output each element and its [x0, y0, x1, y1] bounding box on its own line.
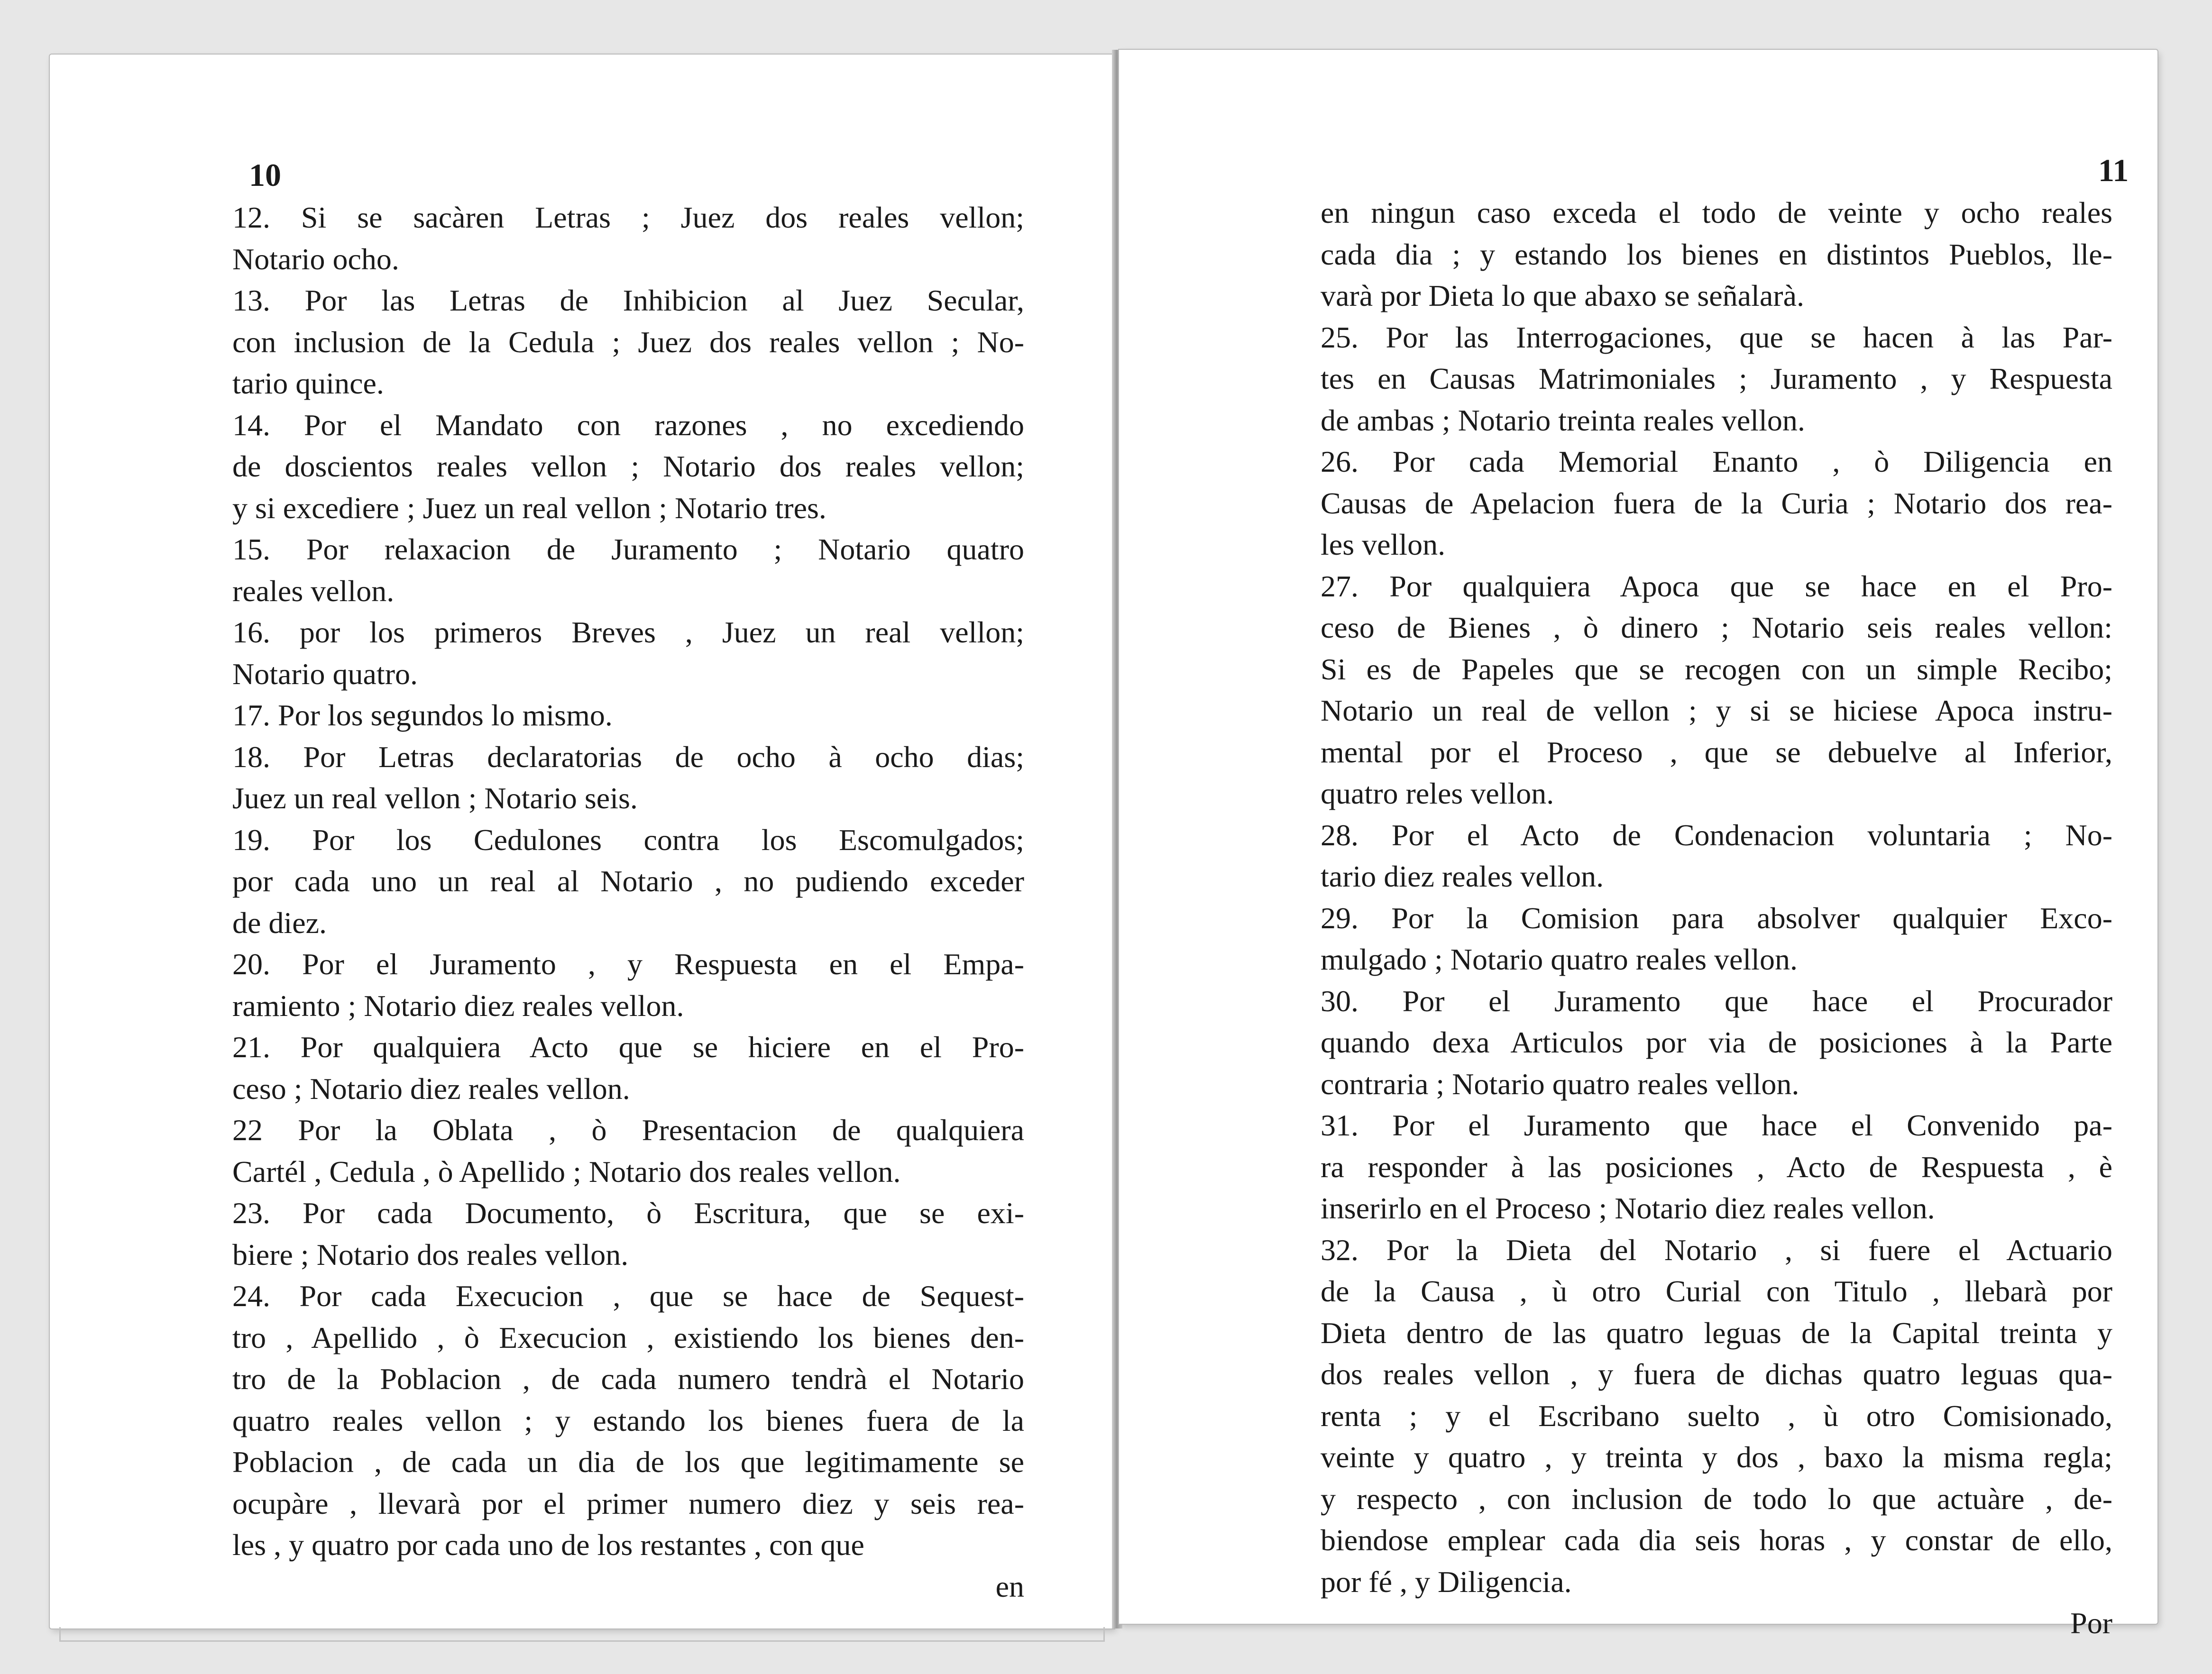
- text-line: varà por Dieta lo que abaxo se señalarà.: [1321, 279, 1804, 312]
- text-line: ra responder à las posiciones , Acto de Respuesta , è: [1321, 1150, 2112, 1184]
- text-line: 21. Por qualquiera Acto que se hiciere en el Pro-: [232, 1030, 1024, 1064]
- text-line: 26. Por cada Memorial Enanto , ò Diligencia en: [1321, 445, 2112, 478]
- text-line: les vellon.: [1321, 528, 1446, 561]
- text-line: mulgado ; Notario quatro reales vellon.: [1321, 942, 1798, 976]
- text-line: 32. Por la Dieta del Notario , si fuere el Actuario: [1321, 1233, 2112, 1267]
- text-line: renta ; y el Escribano suelto , ù otro Comisionado,: [1321, 1399, 2112, 1433]
- text-line: ocupàre , llevarà por el primer numero diez y seis rea-: [232, 1486, 1024, 1520]
- text-line: de la Causa , ù otro Curial con Titulo , llebarà por: [1321, 1274, 2112, 1308]
- open-book: [50, 45, 2160, 1638]
- text-line: quatro reles vellon.: [1321, 777, 1554, 810]
- text-line: veinte y quatro , y treinta y dos , baxo la misma regla;: [1321, 1440, 2112, 1474]
- right-page-number: 11: [2098, 152, 2129, 188]
- text-line: de doscientos reales vellon ; Notario dos reales vellon;: [232, 449, 1024, 483]
- text-line: quando dexa Articulos por via de posiciones à la Parte: [1321, 1025, 2112, 1059]
- text-line: biendose emplear cada dia seis horas , y constar de ello,: [1321, 1523, 2112, 1557]
- text-line: Notario ocho.: [232, 242, 399, 276]
- text-line: Notario quatro.: [232, 657, 418, 691]
- text-line: 27. Por qualquiera Apoca que se hace en el Pro-: [1321, 569, 2112, 603]
- left-page: [50, 55, 1114, 1628]
- text-line: 19. Por los Cedulones contra los Escomulgados;: [232, 823, 1024, 857]
- text-line: biere ; Notario dos reales vellon.: [232, 1237, 629, 1272]
- text-line: 14. Por el Mandato con razones , no excediendo: [232, 408, 1024, 442]
- text-line: de diez.: [232, 906, 327, 940]
- text-line: inserirlo en el Proceso ; Notario diez reales vellon.: [1321, 1191, 1935, 1225]
- text-line: ramiento ; Notario diez reales vellon.: [232, 988, 684, 1023]
- text-line: por cada uno un real al Notario , no pudiendo exceder: [232, 864, 1024, 898]
- text-line: Juez un real vellon ; Notario seis.: [232, 781, 638, 815]
- text-line: Si es de Papeles que se recogen con un simple Recibo;: [1321, 652, 2112, 686]
- text-line: les , y quatro por cada uno de los restantes , con que: [232, 1528, 864, 1562]
- text-line: en ningun caso exceda el todo de veinte y ocho reales: [1321, 196, 2112, 229]
- text-line: 25. Por las Interrogaciones, que se hacen à las Par-: [1321, 320, 2112, 354]
- text-line: ceso de Bienes , ò dinero ; Notario seis reales vellon:: [1321, 611, 2112, 644]
- text-line: Notario un real de vellon ; y si se hiciese Apoca instru-: [1321, 694, 2112, 727]
- text-line: tes en Causas Matrimoniales ; Juramento , y Respuesta: [1321, 362, 2112, 395]
- text-line: tro , Apellido , ò Execucion , existiendo los bienes den-: [232, 1320, 1024, 1354]
- text-line: tario diez reales vellon.: [1321, 860, 1604, 893]
- text-line: 17. Por los segundos lo mismo.: [232, 698, 613, 732]
- left-page-number: 10: [249, 157, 281, 193]
- text-line: tro de la Poblacion , de cada numero tendrà el Notario: [232, 1362, 1024, 1396]
- text-line: mental por el Proceso , que se debuelve al Inferior,: [1321, 735, 2112, 769]
- text-line: 22 Por la Oblata , ò Presentacion de qualquiera: [232, 1113, 1024, 1147]
- text-line: Dieta dentro de las quatro leguas de la Capital treinta y: [1321, 1316, 2112, 1350]
- catchword: Por: [2070, 1606, 2112, 1640]
- text-line: 23. Por cada Documento, ò Escritura, que se exi-: [232, 1196, 1024, 1230]
- text-line: 20. Por el Juramento , y Respuesta en el Empa-: [232, 947, 1024, 981]
- text-line: 13. Por las Letras de Inhibicion al Juez Secular,: [232, 284, 1024, 317]
- text-line: reales vellon.: [232, 574, 395, 608]
- text-line: 24. Por cada Execucion , que se hace de Sequest-: [232, 1279, 1024, 1313]
- page-edges: [59, 1627, 1105, 1642]
- text-line: tario quince.: [232, 366, 384, 400]
- left-page-text: [232, 197, 1024, 1607]
- text-line: 18. Por Letras declaratorias de ocho à ocho dias;: [232, 740, 1024, 774]
- text-line: quatro reales vellon ; y estando los bienes fuera de la: [232, 1403, 1024, 1437]
- text-line: 15. Por relaxacion de Juramento ; Notario quatro: [232, 532, 1024, 566]
- text-line: 12. Si se sacàren Letras ; Juez dos reales vellon;: [232, 201, 1024, 234]
- text-line: contraria ; Notario quatro reales vellon.: [1321, 1067, 1799, 1101]
- text-line: con inclusion de la Cedula ; Juez dos reales vellon ; No-: [232, 325, 1024, 359]
- right-page: [1119, 50, 2157, 1640]
- text-line: 31. Por el Juramento que hace el Convenido pa-: [1321, 1108, 2112, 1142]
- text-line: Poblacion , de cada un dia de los que legitimamente se: [232, 1445, 1024, 1479]
- text-line: y respecto , con inclusion de todo lo que actuàre , de-: [1321, 1482, 2112, 1516]
- right-page-text: [1321, 192, 2112, 1644]
- text-line: 29. Por la Comision para absolver qualquier Exco-: [1321, 901, 2112, 935]
- text-line: Causas de Apelacion fuera de la Curia ; Notario dos rea-: [1321, 486, 2112, 520]
- text-line: cada dia ; y estando los bienes en distintos Pueblos, lle-: [1321, 237, 2112, 271]
- text-line: Cartél , Cedula , ò Apellido ; Notario dos reales vellon.: [232, 1154, 901, 1189]
- text-line: 16. por los primeros Breves , Juez un real vellon;: [232, 615, 1024, 649]
- text-line: por fé , y Diligencia.: [1321, 1564, 1572, 1599]
- text-line: dos reales vellon , y fuera de dichas quatro leguas qua-: [1321, 1357, 2112, 1391]
- text-line: ceso ; Notario diez reales vellon.: [232, 1071, 630, 1106]
- text-line: 28. Por el Acto de Condenacion voluntaria ; No-: [1321, 818, 2112, 852]
- text-line: y si excediere ; Juez un real vellon ; Notario tres.: [232, 491, 826, 525]
- text-line: 30. Por el Juramento que hace el Procurador: [1321, 984, 2112, 1018]
- catchword: en: [995, 1569, 1024, 1603]
- text-line: de ambas ; Notario treinta reales vellon.: [1321, 403, 1805, 437]
